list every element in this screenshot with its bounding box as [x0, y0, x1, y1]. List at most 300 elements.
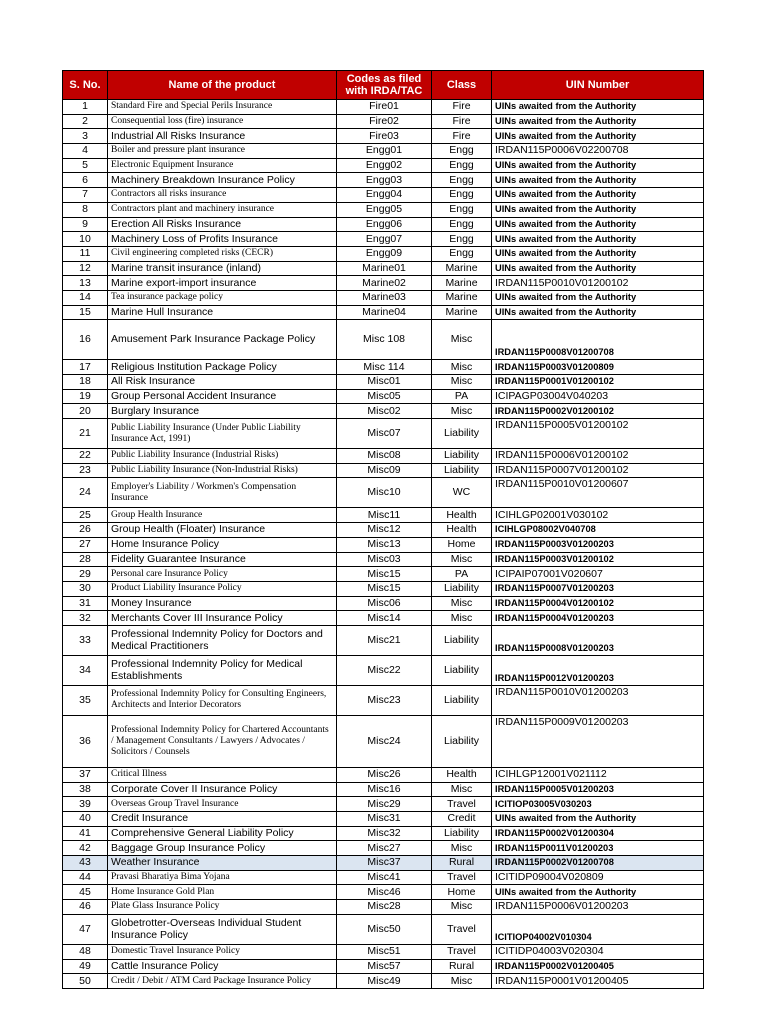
cell-product-name: Burglary Insurance	[108, 404, 337, 419]
cell-uin: UINs awaited from the Authority	[492, 232, 704, 247]
cell-uin: IRDAN115P0008V01200708	[492, 320, 704, 360]
cell-uin: IRDAN115P0001V01200405	[492, 974, 704, 989]
cell-sno: 2	[63, 114, 108, 129]
cell-product-name: Public Liability Insurance (Under Public Liability Insurance Act, 1991)	[108, 419, 337, 449]
cell-uin: IRDAN115P0006V01200203	[492, 900, 704, 915]
cell-uin: ICITIDP04003V020304	[492, 944, 704, 959]
cell-class: Liability	[432, 715, 492, 767]
cell-code: Engg04	[337, 188, 432, 203]
cell-sno: 27	[63, 537, 108, 552]
cell-sno: 9	[63, 217, 108, 232]
cell-code: Fire01	[337, 100, 432, 115]
cell-product-name: Product Liability Insurance Policy	[108, 581, 337, 596]
header-row	[63, 71, 704, 100]
cell-product-name: Amusement Park Insurance Package Policy	[108, 320, 337, 360]
cell-sno: 49	[63, 959, 108, 974]
header-sno: S. No.	[63, 71, 108, 100]
cell-uin: UINs awaited from the Authority	[492, 885, 704, 900]
cell-class: Liability	[432, 685, 492, 715]
cell-product-name: Home Insurance Gold Plan	[108, 885, 337, 900]
cell-uin: IRDAN115P0010V01200102	[492, 276, 704, 291]
cell-code: Misc01	[337, 375, 432, 390]
cell-product-name: All Risk Insurance	[108, 375, 337, 390]
cell-code: Misc37	[337, 856, 432, 871]
cell-product-name: Baggage Group Insurance Policy	[108, 841, 337, 856]
table-row	[63, 655, 704, 685]
cell-code: Misc28	[337, 900, 432, 915]
cell-product-name: Fidelity Guarantee Insurance	[108, 552, 337, 567]
table-row	[63, 826, 704, 841]
cell-code: Misc13	[337, 537, 432, 552]
table-row	[63, 537, 704, 552]
cell-code: Misc06	[337, 596, 432, 611]
cell-sno: 35	[63, 685, 108, 715]
cell-class: Health	[432, 508, 492, 523]
cell-code: Engg02	[337, 158, 432, 173]
cell-class: Liability	[432, 463, 492, 478]
table-row	[63, 596, 704, 611]
cell-code: Engg03	[337, 173, 432, 188]
cell-code: Engg07	[337, 232, 432, 247]
cell-product-name: Weather Insurance	[108, 856, 337, 871]
cell-uin: UINs awaited from the Authority	[492, 158, 704, 173]
table-row	[63, 305, 704, 320]
cell-code: Misc12	[337, 523, 432, 538]
cell-product-name: Group Personal Accident Insurance	[108, 389, 337, 404]
cell-sno: 12	[63, 261, 108, 276]
cell-class: Liability	[432, 655, 492, 685]
cell-uin: UINs awaited from the Authority	[492, 217, 704, 232]
cell-sno: 31	[63, 596, 108, 611]
cell-sno: 33	[63, 625, 108, 655]
cell-product-name: Public Liability Insurance (Non-Industrial Risks)	[108, 463, 337, 478]
cell-uin: UINs awaited from the Authority	[492, 812, 704, 827]
table-row	[63, 508, 704, 523]
cell-uin: IRDAN115P0007V01200203	[492, 581, 704, 596]
table-row	[63, 767, 704, 782]
cell-product-name: Public Liability Insurance (Industrial Risks)	[108, 449, 337, 464]
cell-uin: IRDAN115P0003V01200809	[492, 360, 704, 375]
cell-code: Misc22	[337, 655, 432, 685]
cell-uin: IRDAN115P0002V01200405	[492, 959, 704, 974]
cell-sno: 22	[63, 449, 108, 464]
cell-product-name: Machinery Breakdown Insurance Policy	[108, 173, 337, 188]
table-row	[63, 567, 704, 582]
cell-sno: 7	[63, 188, 108, 203]
table-row	[63, 944, 704, 959]
table-row	[63, 478, 704, 508]
table-row	[63, 360, 704, 375]
cell-product-name: Money Insurance	[108, 596, 337, 611]
cell-product-name: Tea insurance package policy	[108, 290, 337, 305]
cell-product-name: Plate Glass Insurance Policy	[108, 900, 337, 915]
cell-code: Misc50	[337, 914, 432, 944]
cell-product-name: Credit / Debit / ATM Card Package Insurance Policy	[108, 974, 337, 989]
cell-code: Misc51	[337, 944, 432, 959]
table-row	[63, 290, 704, 305]
cell-code: Misc02	[337, 404, 432, 419]
cell-product-name: Personal care Insurance Policy	[108, 567, 337, 582]
table-row	[63, 900, 704, 915]
table-row	[63, 404, 704, 419]
cell-class: Misc	[432, 552, 492, 567]
cell-product-name: Employer's Liability / Workmen's Compensation Insurance	[108, 478, 337, 508]
cell-class: Misc	[432, 375, 492, 390]
table-row	[63, 276, 704, 291]
cell-code: Misc14	[337, 611, 432, 626]
cell-sno: 4	[63, 144, 108, 159]
cell-product-name: Electronic Equipment Insurance	[108, 158, 337, 173]
cell-sno: 17	[63, 360, 108, 375]
cell-uin: IRDAN115P0010V01200203	[492, 685, 704, 715]
table-row	[63, 246, 704, 261]
cell-uin: ICITIOP04002V010304	[492, 914, 704, 944]
cell-uin: ICIPAGP03004V040203	[492, 389, 704, 404]
table-row	[63, 389, 704, 404]
header-class: Class	[432, 71, 492, 100]
cell-sno: 40	[63, 812, 108, 827]
cell-code: Marine04	[337, 305, 432, 320]
cell-class: Engg	[432, 217, 492, 232]
cell-product-name: Corporate Cover II Insurance Policy	[108, 782, 337, 797]
cell-product-name: Erection All Risks Insurance	[108, 217, 337, 232]
cell-class: Rural	[432, 856, 492, 871]
cell-class: Health	[432, 523, 492, 538]
cell-uin: IRDAN115P0009V01200203	[492, 715, 704, 767]
cell-product-name: Professional Indemnity Policy for Medical Establishments	[108, 655, 337, 685]
cell-uin: IRDAN115P0001V01200102	[492, 375, 704, 390]
cell-code: Misc24	[337, 715, 432, 767]
cell-product-name: Machinery Loss of Profits Insurance	[108, 232, 337, 247]
cell-code: Misc27	[337, 841, 432, 856]
cell-class: Misc	[432, 360, 492, 375]
cell-sno: 47	[63, 914, 108, 944]
cell-uin: IRDAN115P0004V01200102	[492, 596, 704, 611]
cell-sno: 11	[63, 246, 108, 261]
cell-sno: 18	[63, 375, 108, 390]
cell-uin: ICITIDP09004V020809	[492, 870, 704, 885]
cell-product-name: Professional Indemnity Policy for Doctors and Medical Practitioners	[108, 625, 337, 655]
cell-uin: ICITIOP03005V030203	[492, 797, 704, 812]
cell-sno: 34	[63, 655, 108, 685]
cell-product-name: Contractors plant and machinery insurance	[108, 202, 337, 217]
table-row	[63, 685, 704, 715]
cell-class: Misc	[432, 974, 492, 989]
table-row	[63, 129, 704, 144]
cell-sno: 39	[63, 797, 108, 812]
cell-uin: IRDAN115P0003V01200102	[492, 552, 704, 567]
table-row	[63, 158, 704, 173]
table-row	[63, 114, 704, 129]
cell-uin: UINs awaited from the Authority	[492, 114, 704, 129]
table-row	[63, 261, 704, 276]
cell-code: Misc23	[337, 685, 432, 715]
cell-code: Misc 114	[337, 360, 432, 375]
cell-sno: 15	[63, 305, 108, 320]
cell-code: Misc10	[337, 478, 432, 508]
cell-code: Misc31	[337, 812, 432, 827]
cell-product-name: Marine export-import insurance	[108, 276, 337, 291]
cell-uin: IRDAN115P0002V01200304	[492, 826, 704, 841]
cell-sno: 8	[63, 202, 108, 217]
cell-code: Fire02	[337, 114, 432, 129]
cell-sno: 45	[63, 885, 108, 900]
cell-sno: 30	[63, 581, 108, 596]
table-row	[63, 914, 704, 944]
cell-code: Engg01	[337, 144, 432, 159]
cell-uin: IRDAN115P0002V01200102	[492, 404, 704, 419]
cell-code: Misc46	[337, 885, 432, 900]
cell-code: Misc08	[337, 449, 432, 464]
cell-uin: UINs awaited from the Authority	[492, 290, 704, 305]
table-row	[63, 463, 704, 478]
cell-product-name: Contractors all risks insurance	[108, 188, 337, 203]
product-table	[62, 70, 704, 989]
table-row	[63, 611, 704, 626]
table-row	[63, 419, 704, 449]
cell-code: Misc15	[337, 581, 432, 596]
cell-code: Misc09	[337, 463, 432, 478]
cell-sno: 38	[63, 782, 108, 797]
cell-uin: UINs awaited from the Authority	[492, 129, 704, 144]
cell-product-name: Overseas Group Travel Insurance	[108, 797, 337, 812]
cell-sno: 25	[63, 508, 108, 523]
cell-code: Misc41	[337, 870, 432, 885]
cell-class: Marine	[432, 261, 492, 276]
cell-product-name: Consequential loss (fire) insurance	[108, 114, 337, 129]
cell-uin: UINs awaited from the Authority	[492, 173, 704, 188]
cell-class: Home	[432, 885, 492, 900]
cell-class: Liability	[432, 581, 492, 596]
cell-product-name: Credit Insurance	[108, 812, 337, 827]
cell-class: Misc	[432, 404, 492, 419]
cell-class: Health	[432, 767, 492, 782]
cell-class: Liability	[432, 625, 492, 655]
cell-sno: 13	[63, 276, 108, 291]
cell-uin: IRDAN115P0010V01200607	[492, 478, 704, 508]
cell-code: Misc11	[337, 508, 432, 523]
cell-code: Marine03	[337, 290, 432, 305]
cell-uin: ICIHLGP08002V040708	[492, 523, 704, 538]
table-row	[63, 841, 704, 856]
cell-sno: 10	[63, 232, 108, 247]
cell-uin: IRDAN115P0002V01200708	[492, 856, 704, 871]
cell-product-name: Group Health (Floater) Insurance	[108, 523, 337, 538]
cell-sno: 48	[63, 944, 108, 959]
table-row	[63, 217, 704, 232]
cell-uin: IRDAN115P0007V01200102	[492, 463, 704, 478]
cell-product-name: Comprehensive General Liability Policy	[108, 826, 337, 841]
table-row	[63, 812, 704, 827]
cell-class: Fire	[432, 100, 492, 115]
cell-code: Marine01	[337, 261, 432, 276]
cell-product-name: Cattle Insurance Policy	[108, 959, 337, 974]
table-row	[63, 202, 704, 217]
table-row	[63, 320, 704, 360]
table-row	[63, 375, 704, 390]
table-row	[63, 974, 704, 989]
cell-product-name: Marine Hull Insurance	[108, 305, 337, 320]
cell-class: Fire	[432, 129, 492, 144]
cell-code: Misc03	[337, 552, 432, 567]
cell-product-name: Civil engineering completed risks (CECR)	[108, 246, 337, 261]
cell-product-name: Marine transit insurance (inland)	[108, 261, 337, 276]
cell-sno: 46	[63, 900, 108, 915]
cell-sno: 36	[63, 715, 108, 767]
cell-uin: IRDAN115P0011V01200203	[492, 841, 704, 856]
cell-uin: ICIHLGP02001V030102	[492, 508, 704, 523]
cell-product-name: Standard Fire and Special Perils Insurance	[108, 100, 337, 115]
cell-class: Liability	[432, 419, 492, 449]
table-row	[63, 625, 704, 655]
cell-uin: UINs awaited from the Authority	[492, 202, 704, 217]
table-row	[63, 188, 704, 203]
cell-code: Misc32	[337, 826, 432, 841]
cell-class: Engg	[432, 232, 492, 247]
table-row	[63, 885, 704, 900]
cell-class: Travel	[432, 914, 492, 944]
cell-class: Engg	[432, 158, 492, 173]
header-uin: UIN Number	[492, 71, 704, 100]
cell-code: Misc16	[337, 782, 432, 797]
cell-product-name: Professional Indemnity Policy for Chartered Accountants / Management Consultants / Lawyers / Advocates / Solicitors / Counsels	[108, 715, 337, 767]
cell-uin: IRDAN115P0003V01200203	[492, 537, 704, 552]
cell-code: Misc 108	[337, 320, 432, 360]
cell-class: Misc	[432, 320, 492, 360]
cell-sno: 6	[63, 173, 108, 188]
cell-product-name: Religious Institution Package Policy	[108, 360, 337, 375]
cell-class: PA	[432, 567, 492, 582]
cell-uin: IRDAN115P0004V01200203	[492, 611, 704, 626]
cell-code: Misc15	[337, 567, 432, 582]
header-codes: Codes as filed with IRDA/TAC	[337, 71, 432, 100]
cell-class: Engg	[432, 246, 492, 261]
cell-class: Misc	[432, 900, 492, 915]
cell-class: Engg	[432, 202, 492, 217]
cell-sno: 24	[63, 478, 108, 508]
cell-sno: 42	[63, 841, 108, 856]
cell-code: Misc05	[337, 389, 432, 404]
cell-sno: 37	[63, 767, 108, 782]
cell-uin: UINs awaited from the Authority	[492, 261, 704, 276]
cell-product-name: Domestic Travel Insurance Policy	[108, 944, 337, 959]
cell-class: Marine	[432, 290, 492, 305]
cell-product-name: Professional Indemnity Policy for Consulting Engineers, Architects and Interior Decorators	[108, 685, 337, 715]
cell-code: Misc26	[337, 767, 432, 782]
header-product-name: Name of the product	[108, 71, 337, 100]
cell-class: Home	[432, 537, 492, 552]
cell-class: Misc	[432, 782, 492, 797]
cell-uin: UINs awaited from the Authority	[492, 100, 704, 115]
cell-sno: 26	[63, 523, 108, 538]
table-row	[63, 144, 704, 159]
table-row	[63, 552, 704, 567]
cell-sno: 43	[63, 856, 108, 871]
cell-product-name: Home Insurance Policy	[108, 537, 337, 552]
cell-class: Travel	[432, 797, 492, 812]
cell-code: Misc29	[337, 797, 432, 812]
table-row	[63, 782, 704, 797]
cell-uin: ICIPAIP07001V020607	[492, 567, 704, 582]
cell-class: Marine	[432, 276, 492, 291]
cell-product-name: Boiler and pressure plant insurance	[108, 144, 337, 159]
table-row	[63, 959, 704, 974]
table-row	[63, 715, 704, 767]
cell-sno: 16	[63, 320, 108, 360]
table-row	[63, 870, 704, 885]
cell-code: Marine02	[337, 276, 432, 291]
cell-class: Marine	[432, 305, 492, 320]
cell-sno: 23	[63, 463, 108, 478]
table-row	[63, 232, 704, 247]
cell-uin: IRDAN115P0008V01200203	[492, 625, 704, 655]
cell-code: Misc07	[337, 419, 432, 449]
cell-uin: IRDAN115P0005V01200102	[492, 419, 704, 449]
cell-class: Misc	[432, 841, 492, 856]
cell-code: Engg09	[337, 246, 432, 261]
cell-uin: UINs awaited from the Authority	[492, 246, 704, 261]
cell-class: PA	[432, 389, 492, 404]
cell-sno: 1	[63, 100, 108, 115]
cell-product-name: Industrial All Risks Insurance	[108, 129, 337, 144]
cell-code: Misc21	[337, 625, 432, 655]
cell-product-name: Globetrotter-Overseas Individual Student Insurance Policy	[108, 914, 337, 944]
cell-class: Travel	[432, 944, 492, 959]
table-row	[63, 856, 704, 871]
cell-uin: IRDAN115P0006V02200708	[492, 144, 704, 159]
cell-sno: 32	[63, 611, 108, 626]
cell-uin: UINs awaited from the Authority	[492, 305, 704, 320]
cell-code: Misc57	[337, 959, 432, 974]
cell-uin: IRDAN115P0012V01200203	[492, 655, 704, 685]
cell-code: Misc49	[337, 974, 432, 989]
cell-sno: 14	[63, 290, 108, 305]
table-row	[63, 797, 704, 812]
cell-sno: 50	[63, 974, 108, 989]
table-row	[63, 581, 704, 596]
table-row	[63, 100, 704, 115]
cell-sno: 44	[63, 870, 108, 885]
table-row	[63, 523, 704, 538]
cell-uin: UINs awaited from the Authority	[492, 188, 704, 203]
cell-sno: 20	[63, 404, 108, 419]
table-row	[63, 173, 704, 188]
cell-sno: 19	[63, 389, 108, 404]
cell-class: Fire	[432, 114, 492, 129]
cell-sno: 41	[63, 826, 108, 841]
cell-product-name: Pravasi Bharatiya Bima Yojana	[108, 870, 337, 885]
cell-class: Credit	[432, 812, 492, 827]
cell-uin: IRDAN115P0005V01200203	[492, 782, 704, 797]
cell-uin: ICIHLGP12001V021112	[492, 767, 704, 782]
cell-sno: 5	[63, 158, 108, 173]
cell-product-name: Merchants Cover III Insurance Policy	[108, 611, 337, 626]
table-row	[63, 449, 704, 464]
cell-product-name: Critical Illness	[108, 767, 337, 782]
cell-class: Misc	[432, 596, 492, 611]
cell-code: Engg05	[337, 202, 432, 217]
cell-sno: 3	[63, 129, 108, 144]
cell-code: Fire03	[337, 129, 432, 144]
cell-class: Misc	[432, 611, 492, 626]
cell-sno: 21	[63, 419, 108, 449]
cell-sno: 28	[63, 552, 108, 567]
cell-product-name: Group Health Insurance	[108, 508, 337, 523]
cell-class: Engg	[432, 173, 492, 188]
cell-sno: 29	[63, 567, 108, 582]
cell-class: Liability	[432, 449, 492, 464]
cell-uin: IRDAN115P0006V01200102	[492, 449, 704, 464]
